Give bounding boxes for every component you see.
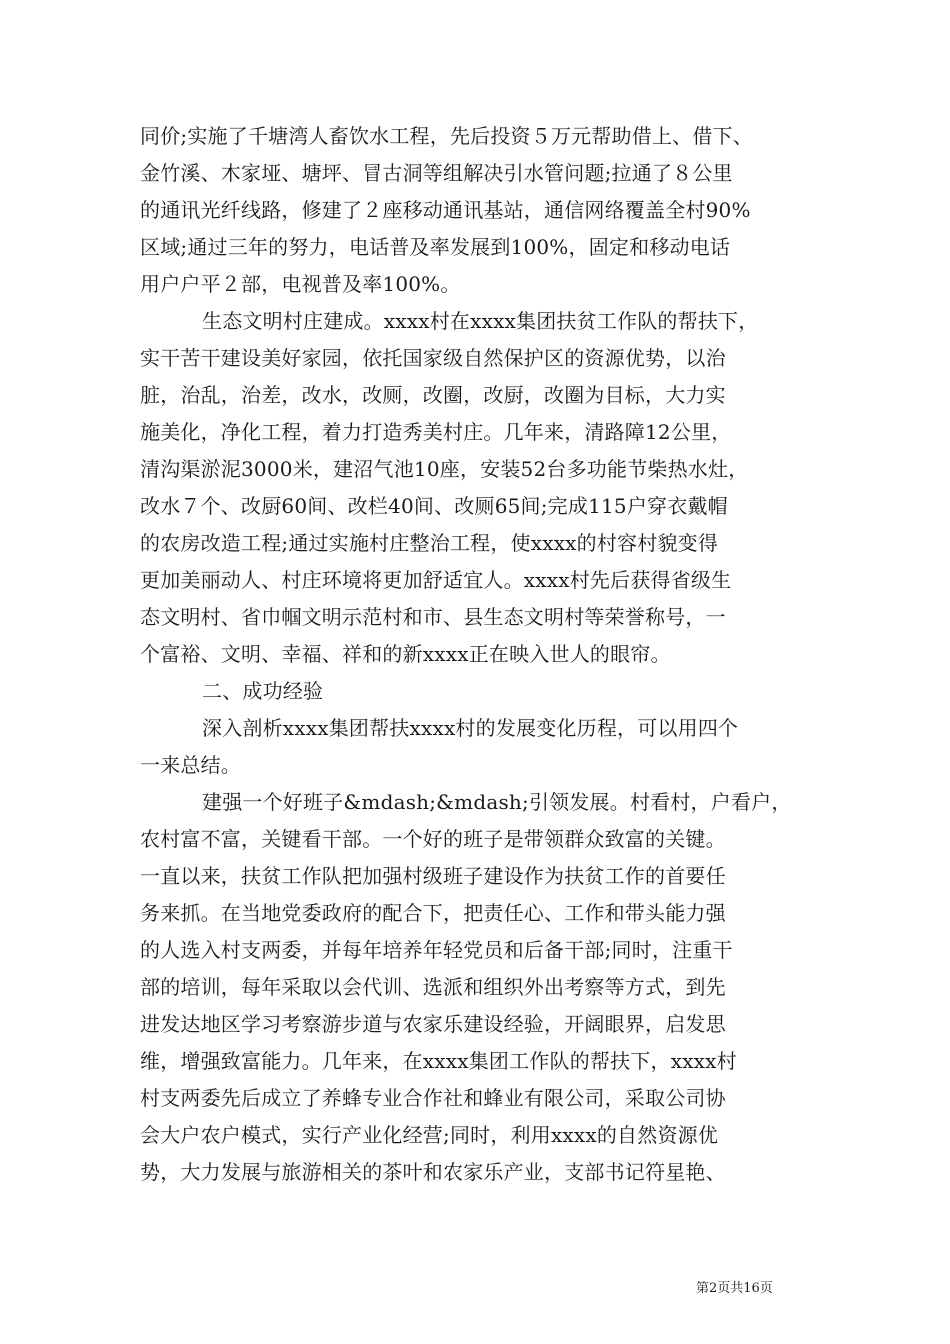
page-number-footer: 第2页共16页 (696, 1281, 773, 1296)
text-line: 部的培训，每年采取以会代训、选派和组织外出考察等方式，到先 (140, 975, 726, 999)
text-line: 改水７个、改厨60间、改栏40间、改厕65间;完成115户穿衣戴帽 (140, 494, 728, 518)
text-line: 村支两委先后成立了养蜂专业合作社和蜂业有限公司，采取公司协 (140, 1086, 726, 1110)
document-body (140, 118, 810, 1191)
text-line: 区域;通过三年的努力，电话普及率发展到100%，固定和移动电话 (140, 235, 731, 259)
text-line: 一来总结。 (140, 753, 241, 777)
text-line: 农村富不富，关键看干部。一个好的班子是带领群众致富的关键。 (140, 827, 726, 851)
paragraph-infrastructure (140, 118, 810, 303)
section-heading: 二、成功经验 (202, 679, 324, 703)
text-line: 态文明村、省巾帼文明示范村和市、县生态文明村等荣誉称号，一 (140, 605, 726, 629)
paragraph-ecological-village (140, 303, 810, 673)
text-line: 个富裕、文明、幸福、祥和的新xxxx正在映入世人的眼帘。 (140, 642, 671, 666)
text-line: 清沟渠淤泥3000米，建沼气池10座，安装52台多功能节柴热水灶， (140, 457, 749, 481)
paragraph-leadership-team (140, 784, 810, 1191)
text-line: 实干苦干建设美好家园，依托国家级自然保护区的资源优势，以治 (140, 346, 726, 370)
text-line: 更加美丽动人、村庄环境将更加舒适宜人。xxxx村先后获得省级生 (140, 568, 732, 592)
section-heading-success-experience (140, 673, 810, 710)
text-line: 深入剖析xxxx集团帮扶xxxx村的发展变化历程，可以用四个 (202, 716, 739, 740)
text-line: 施美化，净化工程，着力打造秀美村庄。几年来，清路障12公里， (140, 420, 732, 444)
text-line: 维，增强致富能力。几年来，在xxxx集团工作队的帮扶下，xxxx村 (140, 1049, 737, 1073)
text-line: 生态文明村庄建成。xxxx村在xxxx集团扶贫工作队的帮扶下， (202, 309, 759, 333)
text-line: 一直以来，扶贫工作队把加强村级班子建设作为扶贫工作的首要任 (140, 864, 726, 888)
text-line: 的通讯光纤线路，修建了２座移动通讯基站，通信网络覆盖全村90% (140, 198, 751, 222)
text-line: 建强一个好班子&mdash;&mdash;引领发展。村看村，户看户， (202, 790, 792, 814)
text-line: 的人选入村支两委，并每年培养年轻党员和后备干部;同时，注重干 (140, 938, 733, 962)
text-line: 同价;实施了千塘湾人畜饮水工程，先后投资５万元帮助借上、借下、 (140, 124, 753, 148)
text-line: 金竹溪、木家垭、塘坪、冒古洞等组解决引水管问题;拉通了８公里 (140, 161, 733, 185)
text-line: 用户户平２部，电视普及率100%。 (140, 272, 461, 296)
text-line: 会大户农户模式，实行产业化经营;同时，利用xxxx的自然资源优 (140, 1123, 719, 1147)
text-line: 脏，治乱，治差，改水，改厕，改圈，改厨，改圈为目标，大力实 (140, 383, 726, 407)
text-line: 务来抓。在当地党委政府的配合下，把责任心、工作和带头能力强 (140, 901, 726, 925)
text-line: 势，大力发展与旅游相关的茶叶和农家乐产业，支部书记符星艳、 (140, 1160, 726, 1184)
paragraph-summary-intro (140, 710, 810, 784)
text-line: 进发达地区学习考察游步道与农家乐建设经验，开阔眼界，启发思 (140, 1012, 726, 1036)
text-line: 的农房改造工程;通过实施村庄整治工程，使xxxx的村容村貌变得 (140, 531, 719, 555)
